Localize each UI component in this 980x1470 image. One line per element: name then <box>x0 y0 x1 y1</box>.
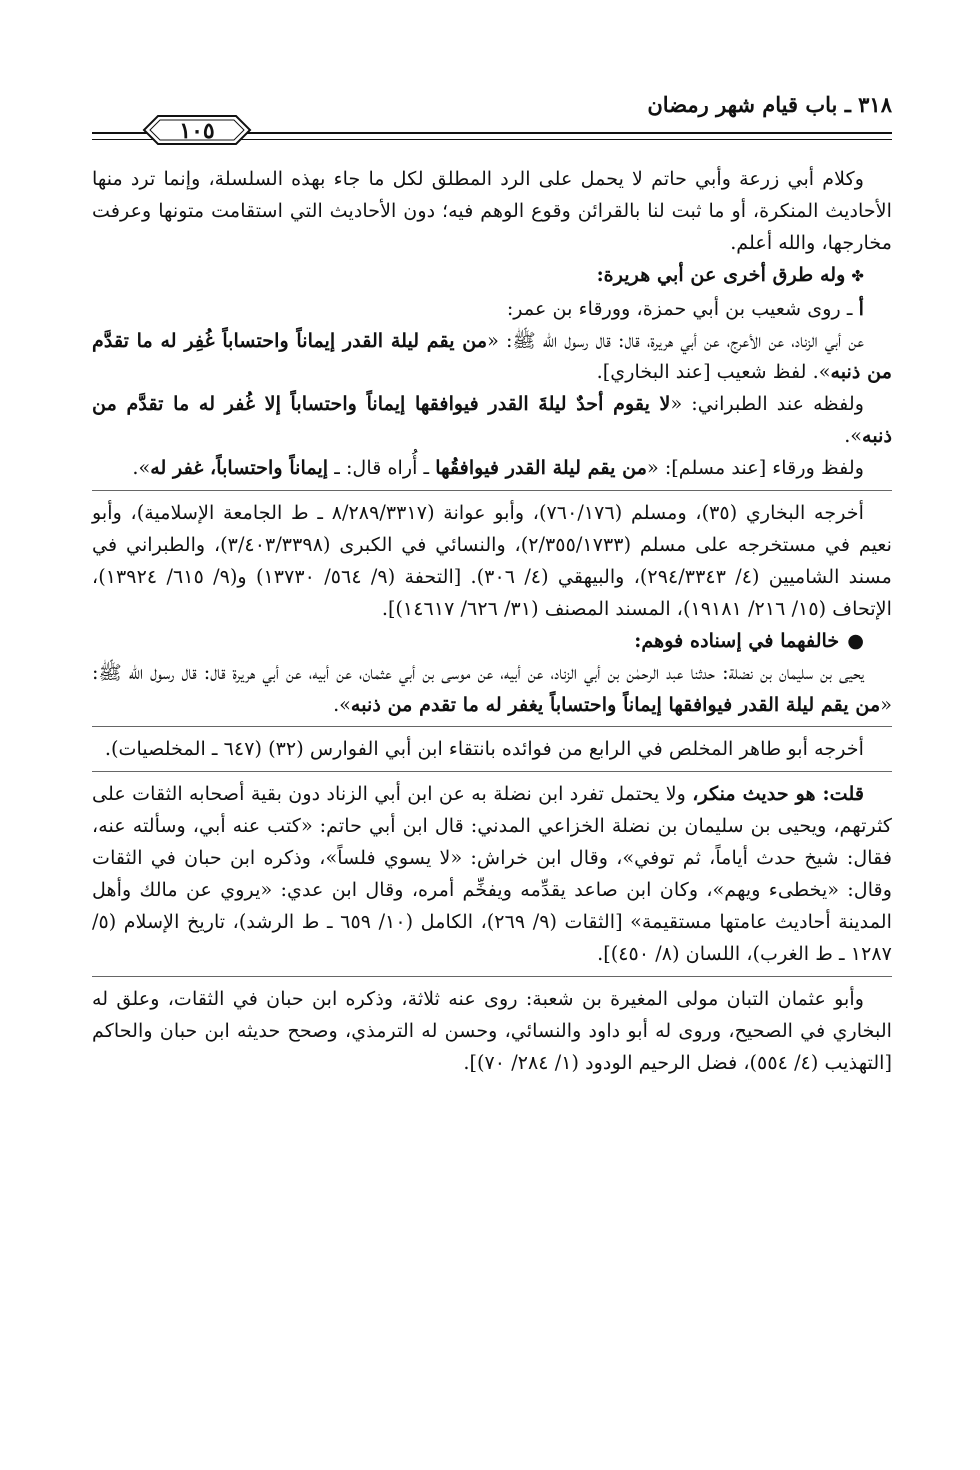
takhrij-paragraph <box>92 490 892 625</box>
text: ». <box>333 692 351 716</box>
takhrij-paragraph <box>92 726 892 765</box>
bullet-icon: ● <box>847 628 864 652</box>
body-text <box>92 163 892 1078</box>
bold-text: قلت: هو حديث منكر، <box>692 782 864 806</box>
bold-text: لا يقوم أحدٌ ليلةَ القدر فيوافقها إيماناً واحتساباً إلا غُفر له ما تقدَّم من ذنبه <box>92 392 892 448</box>
section-heading <box>92 259 892 293</box>
bold-text: من يقم ليلة القدر إيماناً واحتساباً غُفِر له ما تقدَّم من ذنبه <box>92 328 892 384</box>
text: يحيى بن سليمان بن نضلة: حدثنا عبد الرحمٰن بن أبي الزناد، عن أبيه، عن موسى بن أبي عثمان، عن أبيه، عن أبي هريرة قال: قال رسول الله ﷺ: « <box>92 660 892 716</box>
hadith-paragraph <box>92 452 892 484</box>
text: ـ روى شعيب بن أبي حمزة، وورقاء بن عمر: <box>506 296 859 320</box>
bold-text: من يقم ليلة القدر فيوافقها إيماناً واحتساباً يغفر له ما تقدم من ذنبه <box>350 692 881 716</box>
page-number: ١٠٥ <box>179 118 215 144</box>
text: ولفظ ورقاء [عند مسلم]: « <box>646 456 864 480</box>
text: ـ أُراه قال: ـ <box>328 456 436 480</box>
text: وأبو عثمان التبان مولى المغيرة بن شعبة: روى عنه ثلاثة، وذكره ابن حبان في الثقات، وعلق له البخاري في الصحيح، وروى له أبو داود والنسائي، وحسن له الترمذي، وصحح حديثه ابن حبان والحاكم [التهذيب (٤/ ٥٥٤)، فضل الرحيم الودود (١/ ٢٨٤/ ٧٠)]. <box>92 986 892 1074</box>
running-title: ٣١٨ ـ باب قيام شهر رمضان <box>647 92 892 117</box>
text: ولفظه عند الطبراني: « <box>670 392 864 416</box>
bold-text: إيماناً واحتساباً، غفر له <box>150 456 329 480</box>
bold-text: أ <box>858 296 864 320</box>
hadith-paragraph <box>92 388 892 452</box>
hadith-paragraph <box>92 325 892 389</box>
bold-text: خالفهما في إسناده فوهم: <box>634 628 840 652</box>
text: ». لفظ شعيب [عند البخاري]. <box>596 360 831 384</box>
text: عن أبي الزناد، عن الأعرج، عن أبي هريرة، قال: قال رسول الله ﷺ: « <box>487 328 864 352</box>
commentary-paragraph <box>92 771 892 969</box>
text: وكلام أبي زرعة وأبي حاتم لا يحمل على الرد المطلق لكل ما جاء بهذه السلسلة، وإنما ترد منها الأحاديث المنكرة، أو ما ثبت لنا بالقرائن وقوع الوهم فيه؛ دون الأحاديث التي استقامت متونها وعرفت مخارجها، والله أعلم. <box>92 167 892 254</box>
page-header <box>92 88 892 148</box>
text: أخرجه أبو طاهر المخلص في الرابع من فوائده بانتقاء ابن أبي الفوارس (٣٢) (٦٤٧ ـ المخلصيات). <box>104 737 864 761</box>
paragraph <box>92 163 892 259</box>
page-number-badge <box>136 110 258 150</box>
section-heading <box>92 625 892 657</box>
bold-text: وله طرق أخرى عن أبي هريرة: <box>596 262 846 286</box>
text: ». <box>844 424 863 448</box>
text: ». <box>132 456 151 480</box>
text: أخرجه البخاري (٣٥)، ومسلم (٧٦٠/١٧٦)، وأبو عوانة (٨/٢٨٩/٣٣١٧ ـ ط الجامعة الإسلامية)، وأبو نعيم في مستخرجه على مسلم (٢/٣٥٥/١٧٣٣)، والنسائي في الكبرى (٣/٤٠٣/٣٣٩٨)، والطبراني في مسند الشاميين (٤/ ٢٩٤/٣٣٤٣)، والبيهقي (٤/ ٣٠٦). [التحفة (٩/ ٥٦٤/ ١٣٧٣٠) و(٩/ ٦١٥/ ١٣٩٢٤)، الإتحاف (١٥/ ٢١٦/ ١٩١٨١)، المسند المصنف (٣١/ ٦٢٦/ ١٤٦١٧)]. <box>92 501 892 620</box>
paragraph <box>92 293 892 325</box>
commentary-paragraph <box>92 976 892 1079</box>
bold-text: من يقم ليلة القدر فيوافقُها <box>435 456 647 480</box>
text: ولا يحتمل تفرد ابن نضلة به عن ابن أبي الزناد دون بقية أصحابه الثقات على كثرتهم، ويحيى بن سليمان بن نضلة الخزاعي المدني: قال ابن أبي حاتم: «كتب عنه أبي، وسألته عنه، فقال: شيخ حدث أياماً، ثم توفي»، وقال ابن خراش: «لا يسوي فلساً»، وذكره ابن حبان في الثقات وقال: «يخطىء ويهم»، وكان ابن صاعد يقدِّمه ويفخِّم أمره، وقال ابن عدي: «يروي عن مالك وأهل المدينة أحاديث عامتها مستقيمة» [الثقات (٩/ ٢٦٩)، الكامل (١٠/ ٦٥٩ ـ ط الرشد)، تاريخ الإسلام (٥/ ١٢٨٧ ـ ط الغرب)، اللسان (٨/ ٤٥٠)]. <box>92 782 892 965</box>
flower-ornament-icon: ✤ <box>851 266 864 285</box>
hadith-paragraph <box>92 657 892 721</box>
